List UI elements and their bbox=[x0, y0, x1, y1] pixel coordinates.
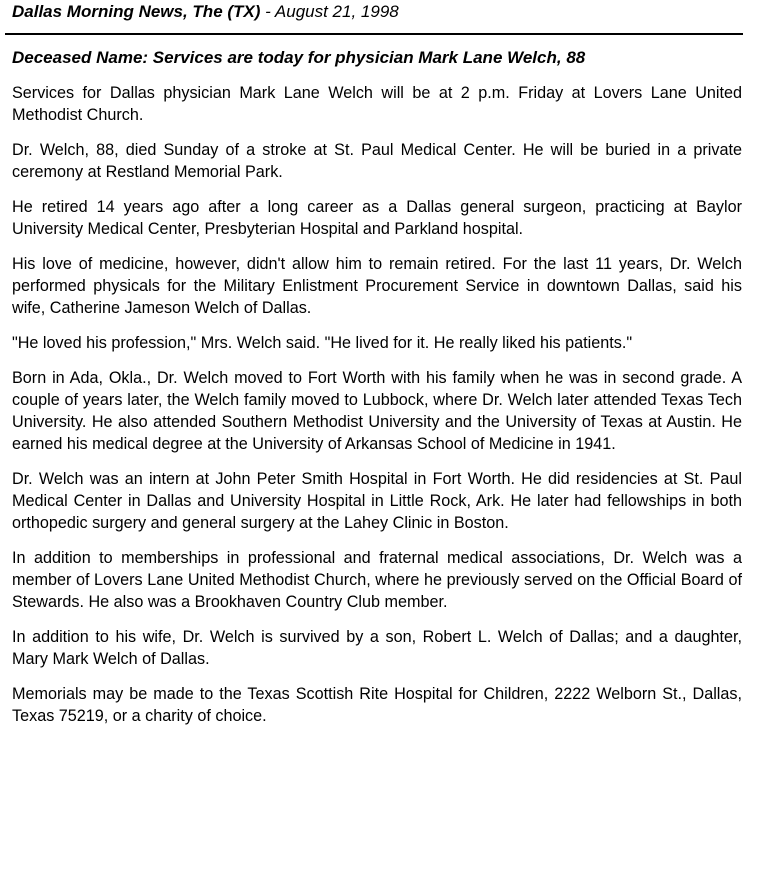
article-body bbox=[12, 82, 742, 727]
article-paragraph-5: "He loved his profession," Mrs. Welch said. "He lived for it. He really liked his patients." bbox=[12, 334, 633, 352]
publication-name: Dallas Morning News, The (TX) bbox=[12, 2, 261, 21]
header-divider bbox=[5, 33, 743, 35]
article-paragraph-10: Memorials may be made to the Texas Scottish Rite Hospital for Children, 2222 Welborn St., Dallas, Texas 75219, or a charity of choice. bbox=[12, 685, 742, 725]
source-line bbox=[12, 0, 742, 23]
article-headline: Deceased Name: Services are today for physician Mark Lane Welch, 88 bbox=[12, 48, 586, 67]
article-paragraph-1: Services for Dallas physician Mark Lane Welch will be at 2 p.m. Friday at Lovers Lane United Methodist Church. bbox=[12, 84, 742, 124]
article-paragraph-3: He retired 14 years ago after a long career as a Dallas general surgeon, practicing at Baylor University Medical Center, Presbyterian Hospital and Parkland hospital. bbox=[12, 198, 742, 238]
article-paragraph-2: Dr. Welch, 88, died Sunday of a stroke at St. Paul Medical Center. He will be buried in a private ceremony at Restland Memorial Park. bbox=[12, 141, 742, 181]
source-separator: - bbox=[260, 2, 275, 21]
article-paragraph-7: Dr. Welch was an intern at John Peter Smith Hospital in Fort Worth. He did residencies at St. Paul Medical Center in Dallas and University Hospital in Little Rock, Ark. He later had fellowships in both orthopedic surgery and general surgery at the Lahey Clinic in Boston. bbox=[12, 470, 742, 532]
article-paragraph-9: In addition to his wife, Dr. Welch is survived by a son, Robert L. Welch of Dallas; and a daughter, Mary Mark Welch of Dallas. bbox=[12, 628, 742, 668]
article-paragraph-4: His love of medicine, however, didn't allow him to remain retired. For the last 11 years, Dr. Welch performed physicals for the Military Enlistment Procurement Service in downtown Dallas, said his wife, Catherine Jameson Welch of Dallas. bbox=[12, 255, 742, 317]
article-paragraph-8: In addition to memberships in professional and fraternal medical associations, Dr. Welch was a member of Lovers Lane United Methodist Church, where he previously served on the Official Board of Stewards. He also was a Brookhaven Country Club member. bbox=[12, 549, 742, 611]
article-paragraph-6: Born in Ada, Okla., Dr. Welch moved to Fort Worth with his family when he was in second grade. A couple of years later, the Welch family moved to Lubbock, where Dr. Welch later attended Texas Tech University. He also attended Southern Methodist University and the University of Texas at Austin. He earned his medical degree at the University of Arkansas School of Medicine in 1941. bbox=[12, 369, 742, 453]
publication-date: August 21, 1998 bbox=[274, 2, 399, 21]
